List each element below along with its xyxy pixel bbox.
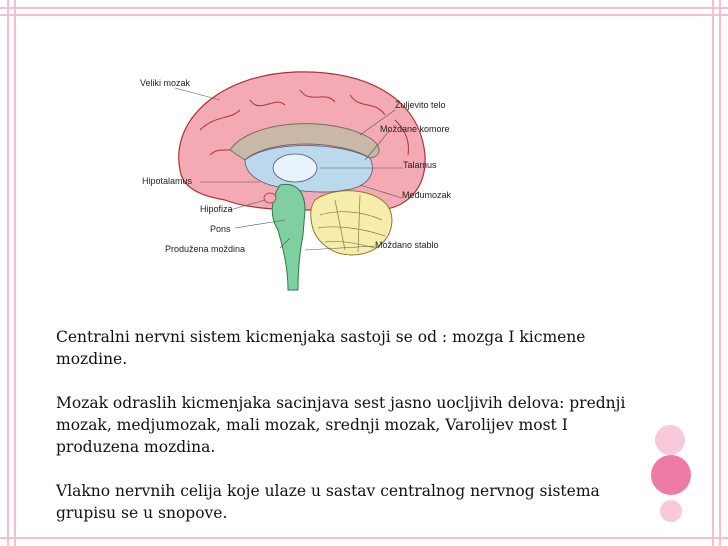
paragraph-nerve-fibers: Vlakno nervnih celija koje ulaze u sastav centralnog nervnog sistema grupisu se u snopove. (56, 482, 600, 522)
frame-border-left-outer (7, 0, 9, 546)
label-hypothalamus: Hipotalamus (142, 176, 193, 186)
frame-border-left-inner (14, 0, 16, 546)
paragraph-brain-parts: Mozak odraslih kicmenjaka sacinjava sest jasno uocljivih delova: prednji mozak, medjumozak, mali mozak, srednji mozak, Varolijev most I produzena mozdina. (56, 394, 626, 456)
brainstem-shape (272, 184, 305, 290)
thalamus-shape (273, 154, 317, 182)
label-medulla: Produžena moždina (165, 244, 246, 254)
label-ventricle: Moždane komore (380, 124, 450, 134)
decor-circle-top (655, 425, 685, 455)
frame-border-top-inner (0, 14, 728, 16)
label-brainstem: Moždano stablo (375, 240, 439, 250)
label-corpus-callosum: Žuljevito telo (395, 100, 446, 110)
label-diencephalon: Međumozak (402, 190, 452, 200)
decor-circle-middle (651, 455, 691, 495)
frame-border-right-outer (719, 0, 721, 546)
brain-diagram (120, 60, 480, 300)
frame-border-right-inner (712, 0, 714, 546)
label-pons: Pons (210, 224, 231, 234)
decor-circle-bottom (660, 500, 682, 522)
slide-body-text (56, 326, 646, 546)
frame-border-top-outer (0, 7, 728, 9)
pituitary-shape (264, 193, 276, 203)
label-cerebrum: Veliki mozak (140, 78, 191, 88)
paragraph-cns-intro: Centralni nervni sistem kicmenjaka sastoji se od : mozga I kicmene mozdine. (56, 328, 586, 368)
label-pituitary: Hipofiza (200, 204, 233, 214)
label-thalamus: Talamus (403, 160, 437, 170)
